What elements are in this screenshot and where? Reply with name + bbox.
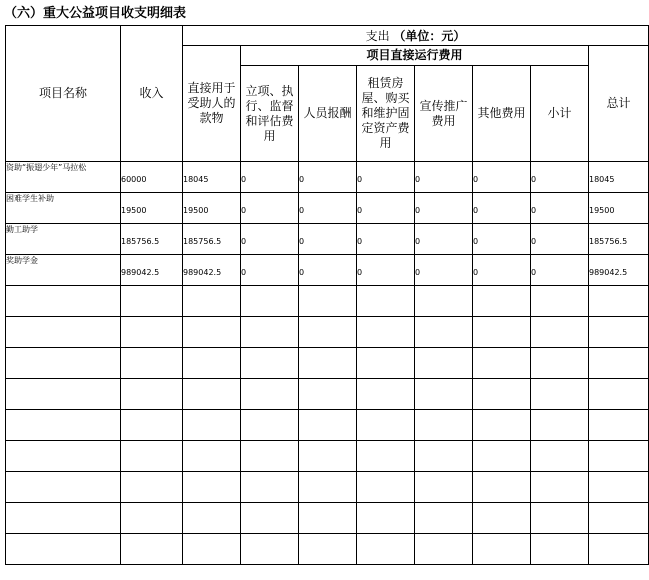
table-row bbox=[6, 379, 649, 410]
table-cell bbox=[473, 255, 531, 286]
cell-value: 0 bbox=[299, 174, 305, 184]
table-cell bbox=[473, 534, 531, 565]
table-row bbox=[6, 255, 649, 286]
table-cell bbox=[531, 534, 589, 565]
header-expense-title: 支出 bbox=[365, 29, 390, 43]
cell-value: 0 bbox=[241, 205, 247, 215]
table-cell bbox=[241, 410, 299, 441]
table-row bbox=[6, 441, 649, 472]
table-cell bbox=[589, 534, 649, 565]
cell-value: 60000 bbox=[121, 174, 147, 184]
table-cell bbox=[415, 255, 473, 286]
cell-value: 0 bbox=[415, 267, 421, 277]
table-cell bbox=[183, 317, 241, 348]
table-row bbox=[6, 317, 649, 348]
header-unit: （单位：元） bbox=[393, 29, 466, 43]
table-cell bbox=[589, 162, 649, 193]
table-row bbox=[6, 503, 649, 534]
table-row bbox=[6, 534, 649, 565]
table-cell bbox=[473, 317, 531, 348]
table-cell bbox=[473, 441, 531, 472]
table-cell bbox=[121, 193, 183, 224]
table-cell bbox=[357, 472, 415, 503]
row-project-name bbox=[6, 317, 121, 348]
table-cell bbox=[357, 286, 415, 317]
table-cell bbox=[299, 286, 357, 317]
cell-value: 0 bbox=[531, 205, 537, 215]
table-cell bbox=[357, 317, 415, 348]
cell-value: 0 bbox=[473, 236, 479, 246]
table-cell bbox=[183, 441, 241, 472]
table-cell bbox=[415, 472, 473, 503]
cell-value: 185756.5 bbox=[121, 236, 160, 246]
row-project-name bbox=[6, 286, 121, 317]
table-cell bbox=[357, 379, 415, 410]
income-expense-table bbox=[5, 25, 649, 565]
cell-value: 0 bbox=[357, 267, 363, 277]
table-cell bbox=[415, 379, 473, 410]
table-cell bbox=[473, 503, 531, 534]
cell-value: 0 bbox=[299, 236, 305, 246]
table-cell bbox=[357, 193, 415, 224]
table-cell bbox=[415, 317, 473, 348]
table-cell bbox=[299, 162, 357, 193]
table-cell bbox=[121, 317, 183, 348]
table-cell bbox=[415, 348, 473, 379]
header-total: 总计 bbox=[589, 46, 649, 162]
table-cell bbox=[183, 534, 241, 565]
row-project-name bbox=[6, 410, 121, 441]
table-cell bbox=[183, 193, 241, 224]
table-cell bbox=[357, 162, 415, 193]
header-expense bbox=[183, 26, 649, 46]
table-cell bbox=[299, 410, 357, 441]
table-cell bbox=[299, 317, 357, 348]
table-cell bbox=[121, 224, 183, 255]
row-project-name: 困难学生补助 bbox=[6, 193, 121, 224]
table-cell bbox=[531, 441, 589, 472]
table-row bbox=[6, 286, 649, 317]
table-cell bbox=[589, 379, 649, 410]
table-cell bbox=[473, 286, 531, 317]
table-body bbox=[6, 162, 649, 565]
cell-value: 989042.5 bbox=[121, 267, 160, 277]
row-project-name bbox=[6, 441, 121, 472]
row-project-name bbox=[6, 472, 121, 503]
table-cell bbox=[183, 224, 241, 255]
cell-value: 0 bbox=[357, 174, 363, 184]
table-cell bbox=[531, 410, 589, 441]
table-cell bbox=[121, 162, 183, 193]
table-cell bbox=[183, 503, 241, 534]
header-personnel: 人员报酬 bbox=[299, 66, 357, 162]
table-cell bbox=[241, 534, 299, 565]
table-cell bbox=[299, 379, 357, 410]
cell-value: 19500 bbox=[183, 205, 209, 215]
table-cell bbox=[415, 162, 473, 193]
table-row bbox=[6, 472, 649, 503]
cell-value: 0 bbox=[473, 174, 479, 184]
cell-value: 989042.5 bbox=[183, 267, 222, 277]
cell-value: 0 bbox=[241, 267, 247, 277]
table-cell bbox=[183, 472, 241, 503]
header-rent-assets: 租赁房屋、购买和维护固定资产费用 bbox=[357, 66, 415, 162]
table-cell bbox=[121, 410, 183, 441]
table-cell bbox=[183, 379, 241, 410]
table-cell bbox=[589, 410, 649, 441]
table-cell bbox=[473, 162, 531, 193]
table-cell bbox=[415, 193, 473, 224]
header-subtotal: 小计 bbox=[531, 66, 589, 162]
table-cell bbox=[531, 162, 589, 193]
table-cell bbox=[415, 410, 473, 441]
cell-value: 0 bbox=[473, 205, 479, 215]
cell-value: 0 bbox=[299, 267, 305, 277]
table-cell bbox=[121, 441, 183, 472]
table-cell bbox=[299, 472, 357, 503]
table-cell bbox=[241, 441, 299, 472]
table-cell bbox=[299, 348, 357, 379]
table-cell bbox=[121, 255, 183, 286]
table-cell bbox=[473, 224, 531, 255]
cell-value: 989042.5 bbox=[589, 267, 628, 277]
table-cell bbox=[415, 224, 473, 255]
table-cell bbox=[589, 317, 649, 348]
cell-value: 19500 bbox=[589, 205, 615, 215]
table-cell bbox=[121, 379, 183, 410]
table-cell bbox=[589, 193, 649, 224]
cell-value: 0 bbox=[473, 267, 479, 277]
table-cell bbox=[415, 503, 473, 534]
row-project-name bbox=[6, 379, 121, 410]
table-cell bbox=[531, 503, 589, 534]
table-cell bbox=[241, 162, 299, 193]
table-cell bbox=[415, 441, 473, 472]
table-cell bbox=[531, 224, 589, 255]
cell-value: 0 bbox=[299, 205, 305, 215]
row-project-name: 奖助学金 bbox=[6, 255, 121, 286]
cell-value: 0 bbox=[531, 236, 537, 246]
table-cell bbox=[121, 286, 183, 317]
cell-value: 185756.5 bbox=[183, 236, 222, 246]
table-title: （六）重大公益项目收支明细表 bbox=[4, 6, 187, 21]
header-direct-operating-costs: 项目直接运行费用 bbox=[241, 46, 589, 66]
table-cell bbox=[241, 348, 299, 379]
table-cell bbox=[589, 503, 649, 534]
table-cell bbox=[357, 348, 415, 379]
table-cell bbox=[589, 224, 649, 255]
table-cell bbox=[357, 534, 415, 565]
row-project-name: 资助“振翅少年”马拉松 bbox=[6, 162, 121, 193]
table-cell bbox=[241, 503, 299, 534]
table-cell bbox=[473, 379, 531, 410]
table-cell bbox=[357, 410, 415, 441]
table-cell bbox=[183, 348, 241, 379]
table-cell bbox=[589, 255, 649, 286]
table-cell bbox=[473, 348, 531, 379]
cell-value: 18045 bbox=[183, 174, 209, 184]
cell-value: 18045 bbox=[589, 174, 615, 184]
row-project-name bbox=[6, 503, 121, 534]
cell-value: 0 bbox=[357, 236, 363, 246]
table-cell bbox=[121, 348, 183, 379]
table-cell bbox=[183, 410, 241, 441]
row-project-name bbox=[6, 534, 121, 565]
table-cell bbox=[473, 193, 531, 224]
table-row bbox=[6, 162, 649, 193]
table-cell bbox=[357, 255, 415, 286]
table-cell bbox=[241, 379, 299, 410]
table-cell bbox=[299, 503, 357, 534]
table-cell bbox=[473, 410, 531, 441]
table-cell bbox=[183, 162, 241, 193]
table-cell bbox=[183, 255, 241, 286]
table-cell bbox=[589, 472, 649, 503]
cell-value: 0 bbox=[415, 236, 421, 246]
table-cell bbox=[299, 224, 357, 255]
cell-value: 0 bbox=[357, 205, 363, 215]
table-cell bbox=[357, 224, 415, 255]
table-cell bbox=[299, 441, 357, 472]
table-cell bbox=[415, 286, 473, 317]
table-cell bbox=[121, 503, 183, 534]
table-cell bbox=[183, 286, 241, 317]
table-cell bbox=[531, 348, 589, 379]
table-row bbox=[6, 348, 649, 379]
table-cell bbox=[241, 317, 299, 348]
table-cell bbox=[241, 286, 299, 317]
table-cell bbox=[241, 472, 299, 503]
row-project-name: 勤工助学 bbox=[6, 224, 121, 255]
cell-value: 0 bbox=[241, 236, 247, 246]
table-row bbox=[6, 224, 649, 255]
cell-value: 185756.5 bbox=[589, 236, 628, 246]
header-approval-costs: 立项、执行、监督和评估费用 bbox=[241, 66, 299, 162]
header-direct-beneficiaries: 直接用于受助人的款物 bbox=[183, 46, 241, 162]
table-row bbox=[6, 193, 649, 224]
cell-value: 0 bbox=[415, 205, 421, 215]
table-cell bbox=[473, 472, 531, 503]
table-cell bbox=[589, 441, 649, 472]
table-cell bbox=[589, 348, 649, 379]
table-cell bbox=[531, 255, 589, 286]
table-cell bbox=[241, 255, 299, 286]
table-cell bbox=[241, 224, 299, 255]
header-income: 收入 bbox=[121, 26, 183, 162]
table-cell bbox=[589, 286, 649, 317]
table-row bbox=[6, 410, 649, 441]
table-cell bbox=[121, 472, 183, 503]
table-cell bbox=[299, 255, 357, 286]
table-cell bbox=[531, 193, 589, 224]
table-cell bbox=[299, 534, 357, 565]
cell-value: 0 bbox=[241, 174, 247, 184]
table-cell bbox=[357, 441, 415, 472]
table-cell bbox=[299, 193, 357, 224]
cell-value: 19500 bbox=[121, 205, 147, 215]
table-cell bbox=[531, 317, 589, 348]
header-project-name: 项目名称 bbox=[6, 26, 121, 162]
header-publicity: 宣传推广费用 bbox=[415, 66, 473, 162]
row-project-name bbox=[6, 348, 121, 379]
table-cell bbox=[121, 534, 183, 565]
table-cell bbox=[531, 379, 589, 410]
header-other: 其他费用 bbox=[473, 66, 531, 162]
table-cell bbox=[241, 193, 299, 224]
table-cell bbox=[357, 503, 415, 534]
table-cell bbox=[531, 472, 589, 503]
table-cell bbox=[531, 286, 589, 317]
cell-value: 0 bbox=[531, 174, 537, 184]
table-cell bbox=[415, 534, 473, 565]
cell-value: 0 bbox=[415, 174, 421, 184]
cell-value: 0 bbox=[531, 267, 537, 277]
